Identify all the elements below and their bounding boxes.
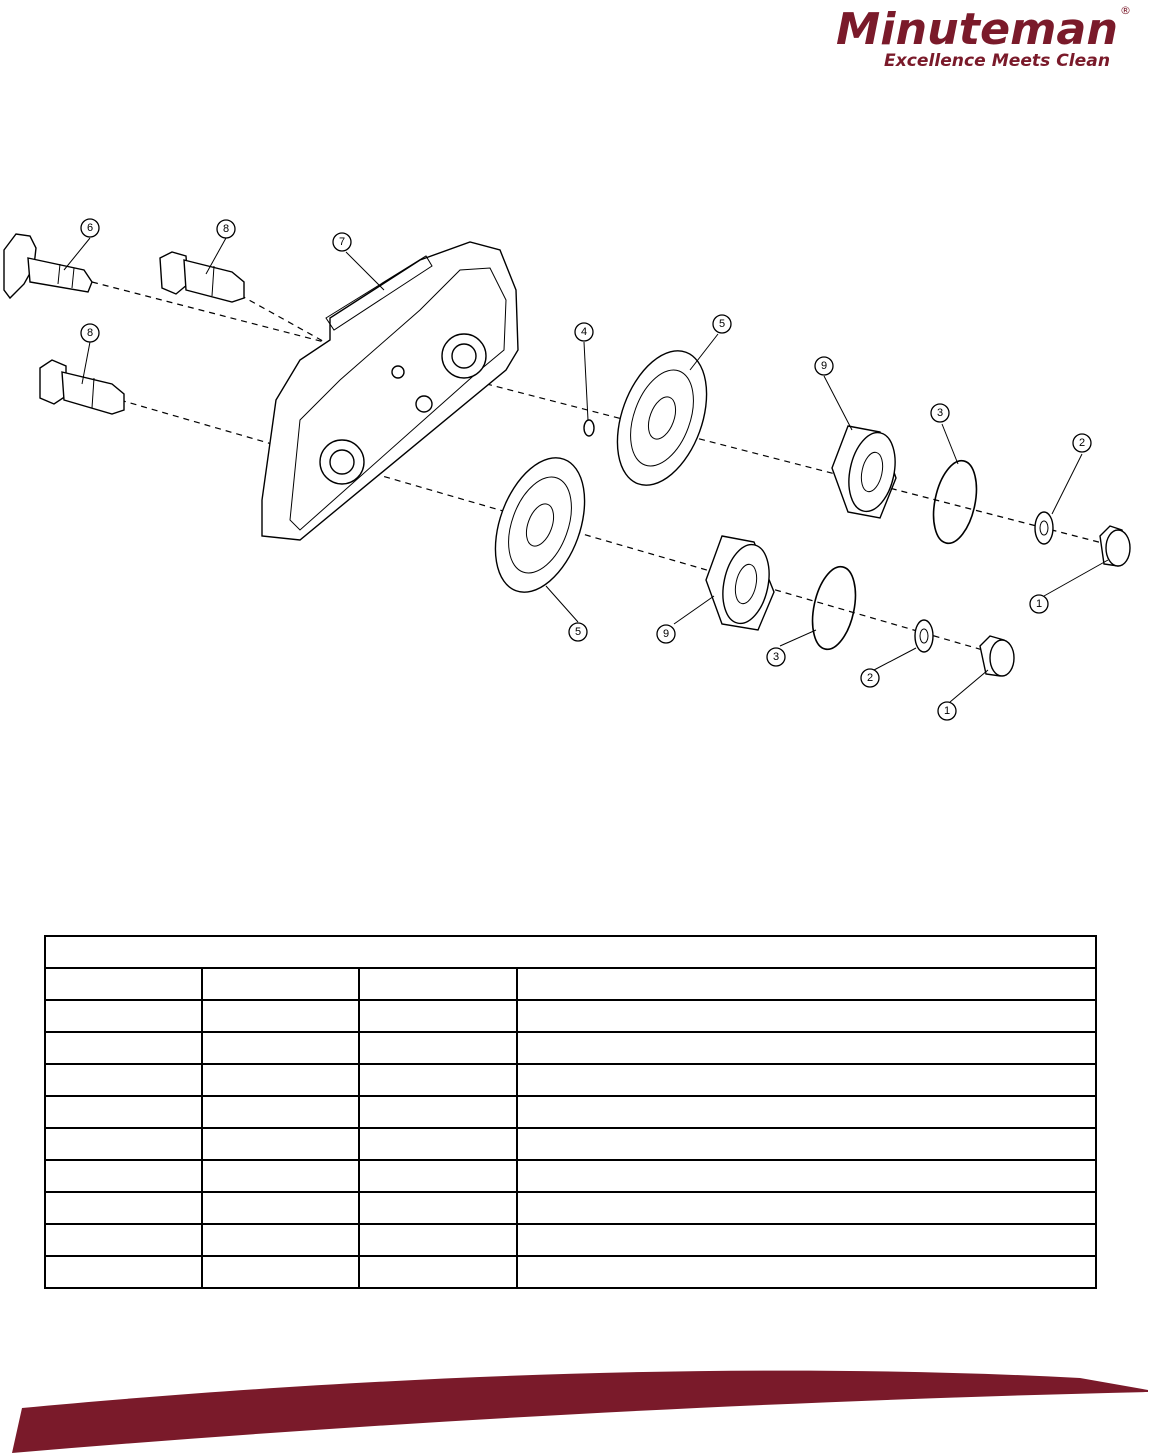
logo-tagline: Excellence Meets Clean (884, 51, 1110, 71)
table-cell (45, 1224, 202, 1256)
acorn-nut-lower-part (980, 636, 1014, 676)
table-header-cell (202, 968, 359, 1000)
table-row (45, 1000, 1096, 1032)
callout-5-lower (569, 623, 587, 641)
svg-text:1: 1 (1035, 598, 1043, 610)
side-housing-part (262, 242, 518, 540)
table-row (45, 1192, 1096, 1224)
parts-list-table (44, 935, 1097, 1289)
table-cell (202, 1032, 359, 1064)
callout-2-upper (1073, 434, 1091, 452)
exploded-parts-diagram (0, 200, 1150, 760)
table-cell (45, 1160, 202, 1192)
svg-text:5: 5 (574, 626, 582, 638)
svg-text:2: 2 (866, 672, 874, 684)
svg-text:4: 4 (580, 326, 588, 338)
hex-bolt-upper-part (160, 252, 244, 302)
svg-text:9: 9 (662, 628, 670, 640)
logo-registered-mark: ® (1120, 4, 1131, 17)
wheel-lower-part (478, 446, 601, 605)
table-cell (45, 1128, 202, 1160)
svg-text:7: 7 (338, 236, 346, 248)
table-cell (359, 1160, 517, 1192)
svg-text:3: 3 (772, 651, 780, 663)
table-cell (517, 1128, 1096, 1160)
callout-4 (575, 323, 593, 341)
table-cell (517, 1256, 1096, 1288)
table-cell (45, 1000, 202, 1032)
table-cell (359, 1192, 517, 1224)
table-cell (359, 1000, 517, 1032)
table-title-row (45, 936, 1096, 968)
callout-9-upper (815, 357, 833, 375)
table-cell (202, 1160, 359, 1192)
minuteman-logo (832, 0, 1132, 74)
table-cell (359, 1032, 517, 1064)
table-header-cell (45, 968, 202, 1000)
footer-swoosh (0, 1340, 1150, 1453)
svg-text:8: 8 (86, 327, 94, 339)
table-cell (45, 1096, 202, 1128)
table-cell (45, 1256, 202, 1288)
table-cell (45, 1032, 202, 1064)
table-row (45, 1032, 1096, 1064)
table-cell (202, 1128, 359, 1160)
callout-8-lower (81, 324, 99, 342)
table-cell (359, 1064, 517, 1096)
table-row (45, 1128, 1096, 1160)
assembly-axis-upper (92, 282, 1110, 545)
table-cell (517, 1032, 1096, 1064)
table-cell (202, 1064, 359, 1096)
table-cell (517, 1224, 1096, 1256)
table-cell (517, 1064, 1096, 1096)
table-row (45, 1096, 1096, 1128)
table-cell (45, 1064, 202, 1096)
table-cell (517, 1096, 1096, 1128)
table-cell (517, 1000, 1096, 1032)
logo-wordmark: Minuteman (836, 4, 1118, 55)
washer-upper-part (1035, 512, 1053, 544)
callout-9-lower (657, 625, 675, 643)
hex-bolt-lower-part (40, 360, 124, 414)
star-knob-part (4, 234, 92, 298)
o-ring-lower-part (806, 563, 863, 653)
table-header-cell (359, 968, 517, 1000)
callout-7 (333, 233, 351, 251)
callout-1-lower (938, 702, 956, 720)
svg-text:5: 5 (718, 318, 726, 330)
table-cell (202, 1224, 359, 1256)
svg-text:2: 2 (1078, 437, 1086, 449)
callout-1-upper (1030, 595, 1048, 613)
svg-text:1: 1 (943, 705, 951, 717)
svg-text:8: 8 (222, 223, 230, 235)
bearing-upper-part (832, 426, 902, 518)
callout-8-upper (217, 220, 235, 238)
table-title (45, 936, 1096, 968)
table-cell (517, 1192, 1096, 1224)
small-washer-part (584, 420, 594, 436)
bearing-lower-part (706, 536, 776, 630)
table-cell (359, 1224, 517, 1256)
table-row (45, 1160, 1096, 1192)
table-cell (202, 1192, 359, 1224)
o-ring-upper-part (927, 457, 984, 547)
table-cell (202, 1000, 359, 1032)
acorn-nut-upper-part (1100, 526, 1130, 566)
table-cell (202, 1256, 359, 1288)
table-header-cell (517, 968, 1096, 1000)
callout-6 (81, 219, 99, 237)
callout-3-lower (767, 648, 785, 666)
svg-text:6: 6 (86, 222, 94, 234)
washer-lower-part (915, 620, 933, 652)
assembly-axis-top (240, 295, 330, 345)
callout-5-upper (713, 315, 731, 333)
table-row (45, 1064, 1096, 1096)
table-cell (45, 1192, 202, 1224)
svg-text:9: 9 (820, 360, 828, 372)
table-cell (359, 1256, 517, 1288)
table-cell (517, 1160, 1096, 1192)
table-header-row (45, 968, 1096, 1000)
callout-2-lower (861, 669, 879, 687)
callout-3-upper (931, 404, 949, 422)
svg-text:3: 3 (936, 407, 944, 419)
table-cell (202, 1096, 359, 1128)
table-row (45, 1256, 1096, 1288)
table-row (45, 1224, 1096, 1256)
table-cell (359, 1096, 517, 1128)
table-cell (359, 1128, 517, 1160)
